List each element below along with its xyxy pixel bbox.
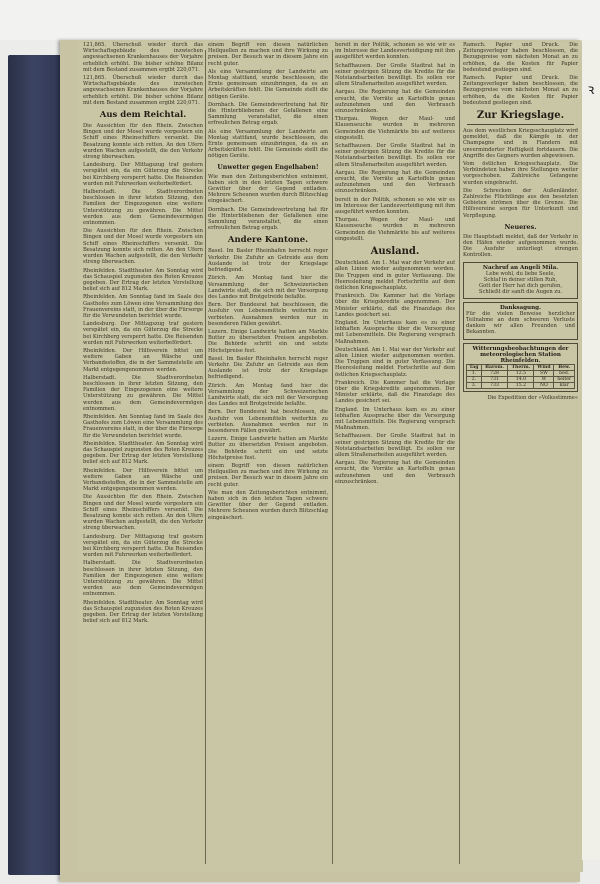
article-text: Vom östlichen Kriegsschauplatz. Die Verbündeten haben ihre Stellungen weiter vorgeschoben. Zahlreiche Gefangene wurden eingebracht.	[463, 161, 578, 186]
column-rule	[459, 50, 460, 864]
poem-line: Lebe wohl, du liebe Seele,	[485, 270, 556, 277]
article-text: Wie man den Zeitungsberichten entnimmt, haben sich in den letzten Tagen schwere Gewitter über der Gegend entladen. Mehrere Scheunen wurden durch Blitzschlag eingeäschert.	[208, 173, 328, 205]
article-text: Schaffhausen. Der Große Stadtrat hat in seiner gestrigen Sitzung die Kredite für die Notstandsarbeiten bewilligt. Es sollen vor allem Straßenarbeiten ausgeführt werden.	[335, 143, 455, 168]
article-text: Aargau. Die Regierung hat die Gemeinden ersucht, die Vorräte an Kartoffeln genau aufzunehmen und den Verbrauch einzuschränken.	[335, 169, 455, 195]
column-2	[208, 42, 328, 872]
weather-cell: NO	[534, 383, 554, 389]
weather-cell: bed.	[554, 371, 575, 377]
weather-box	[463, 343, 578, 392]
column-3	[335, 42, 455, 872]
weather-cell: 12.5	[508, 371, 534, 377]
article-text: England. Im Unterhaus kam es zu einer lebhaften Aussprache über die Versorgung mit Lebensmitteln. Die Regierung versprach Maßnahmen.	[335, 406, 455, 432]
section-heading: Unwetter gegen Engelhaben!	[217, 163, 319, 171]
column-rule	[205, 50, 206, 864]
fraktur-glyph: ꝛ	[587, 82, 595, 98]
article-text: Frankreich. Die Kammer hat die Vorlage über die Kriegskredite angenommen. Der Minister erklärte, daß die Finanzlage des Landes gesichert sei.	[335, 379, 455, 405]
section-heading: Neueres.	[504, 222, 537, 231]
article-text: Die Aussichten für den Rhein. Zwischen Bingen und der Mosel wurde vorgestern ein Schiff eines Rheinschiffers versenkt. Die Besatzung konnte sich retten. An den Ufern wurden Wachen aufgestellt, die den Verkehr streng überwachen.	[83, 494, 203, 532]
poem-title: Nachruf an Angeli Mila.	[482, 264, 559, 271]
article-text: Wie man den Zeitungsberichten entnimmt, haben sich in den letzten Tagen schwere Gewitter über der Gegend entladen. Mehrere Scheunen wurden durch Blitzschlag eingeäschert.	[208, 489, 328, 521]
article-text: Als eine Versammlung der Landwirte am Montag stattfand, wurde beschlossen, die Ernte gemeinsam einzubringen, da es an Arbeitskräften fehlt. Die Gemeinde stellt die nötigen Geräte.	[208, 128, 328, 160]
article-text: Die Aussichten für den Rhein. Zwischen Bingen und der Mosel wurde vorgestern ein Schiff eines Rheinschiffers versenkt. Die Besatzung konnte sich retten. An den Ufern wurden Wachen aufgestellt, die den Verkehr streng überwachen.	[83, 123, 203, 161]
weather-header: Bew.	[554, 365, 575, 371]
weather-cell: 731	[481, 377, 508, 383]
weather-cell: klar	[554, 383, 575, 389]
article-text: Zürich. Am Montag fand hier die Versammlung der Schweizerischen Landwirte statt, die sich mit der Versorgung des Landes mit Brotgetreide befaßte.	[208, 382, 328, 408]
article-text: Thurgau. Wegen der Maul- und Klauenseuche wurden in mehreren Gemeinden die Viehmärkte bis auf weiteres eingestellt.	[335, 217, 455, 242]
column-rule	[332, 50, 333, 864]
article-text: Halberstadt. Die Stadtverordneten beschlossen in ihrer letzten Sitzung, den Familien der Eingezogenen eine weitere Unterstützung zu gewähren. Die Mittel werden aus dem Gemeindevermögen entnommen.	[83, 189, 203, 227]
weather-header: Barom.	[481, 365, 508, 371]
article-text: England. Im Unterhaus kam es zu einer lebhaften Aussprache über die Versorgung mit Lebensmitteln. Die Regierung versprach Maßnahmen.	[335, 319, 455, 345]
article-text: einem Begriff von diesen natürlichen Heilquellen zu machen und ihre Wirkung zu preisen. Der Besuch war in diesem Jahre ein recht guter.	[208, 42, 328, 67]
article-text: Schaffhausen. Der Große Stadtrat hat in seiner gestrigen Sitzung die Kredite für die Notstandsarbeiten bewilligt. Es sollen vor allem Straßenarbeiten ausgeführt werden.	[335, 62, 455, 88]
article-text: Basel. Im Basler Rheinhafen herrscht reger Verkehr. Die Zufuhr an Getreide aus dem Auslande ist trotz der Kriegslage befriedigend.	[208, 355, 328, 381]
article-text: Zürich. Am Montag fand hier die Versammlung der Schweizerischen Landwirte statt, die sich mit der Versorgung des Landes mit Brotgetreide befaßte.	[208, 275, 328, 300]
weather-cell: 733	[481, 383, 508, 389]
notice-box	[463, 302, 578, 341]
article-text: Landesburg. Der Mittagszug traf gestern verspätet ein, da ein Güterzug die Strecke bei Kirchberg versperrt hatte. Die Reisenden wurden mit Fuhrwerken weiterbefördert.	[83, 162, 203, 187]
article-text: Halberstadt. Die Stadtverordneten beschlossen in ihrer letzten Sitzung, den Familien der Eingezogenen eine weitere Unterstützung zu gewähren. Die Mittel werden aus dem Gemeindevermögen entnommen.	[83, 374, 203, 412]
weather-cell: SW	[534, 371, 554, 377]
section-heading: Ausland.	[370, 246, 420, 258]
article-text: 121,865. Überschuß wieder durch das Wirtschaftsgebäude des inzwischen angewachsenen Krankenhauses der Vorjahre erheblich erhöht. Die bisher schöne Bilanz mit dem Bestand zusammen ergibt 220,071.	[83, 75, 203, 106]
article-text: Frankreich. Die Kammer hat die Vorlage über die Kriegskredite angenommen. Der Minister erklärte, daß die Finanzlage des Landes gesichert sei.	[335, 293, 455, 318]
weather-cell: 15.2	[508, 383, 534, 389]
article-text: Aargau. Die Regierung hat die Gemeinden ersucht, die Vorräte an Kartoffeln genau aufzunehmen und den Verbrauch einzuschränken.	[335, 460, 455, 485]
article-text: Die Schrecken der Außenländer. Zahlreiche Flüchtlinge aus den besetzten Gebieten strömen über die Grenze. Die Hilfsvereine sorgen für Unterkunft und Verpflegung.	[463, 187, 578, 219]
article-text: Thurgau. Wegen der Maul- und Klauenseuche wurden in mehreren Gemeinden die Viehmärkte bis auf weiteres eingestellt.	[335, 116, 455, 141]
article-text: bereit in der Politik, schonen so wie wir es im Interesse der Landesverteidigung mit ihm ausgeführt werden konnten.	[335, 42, 455, 61]
article-text: Bern. Der Bundesrat hat beschlossen, die Ausfuhr von Lebensmitteln weiterhin zu verbieten. Ausnahmen werden nur in besonderen Fällen gewährt.	[208, 302, 328, 327]
weather-table	[466, 364, 575, 389]
newspaper-page	[78, 42, 583, 872]
divider	[467, 124, 574, 125]
poem-box	[463, 262, 578, 299]
article-text: Dornbach. Die Gemeindevertretung hat für die Hinterbliebenen der Gefallenen eine Sammlung veranstaltet, die einen erfreulichen Betrag ergab.	[208, 206, 328, 232]
footer-text: Die Expedition der »Volksstimme«	[487, 395, 578, 402]
weather-cell: 728	[481, 371, 508, 377]
poem-line: Schlaf in deiner stillen Ruh,	[483, 276, 558, 283]
article-text: Ramsch. Papier und Druck. Die Zeitungsverleger haben beschlossen, die Bezugspreise vom nächsten Monat an zu erhöhen, da die Kosten für Papier bedeutend gestiegen sind.	[463, 42, 578, 73]
weather-cell: 2.	[467, 377, 482, 383]
poem-line: Schließt dir sanft die Augen zu.	[478, 289, 563, 296]
article-text: Aargau. Die Regierung hat die Gemeinden ersucht, die Vorräte an Kartoffeln genau aufzunehmen und den Verbrauch einzuschränken.	[335, 89, 455, 115]
article-text: Landesburg. Der Mittagszug traf gestern verspätet ein, da ein Güterzug die Strecke bei Kirchberg versperrt hatte. Die Reisenden wurden mit Fuhrwerken weiterbefördert.	[83, 321, 203, 346]
article-text: Die Aussichten für den Rhein. Zwischen Bingen und der Mosel wurde vorgestern ein Schiff eines Rheinschiffers versenkt. Die Besatzung konnte sich retten. An den Ufern wurden Wachen aufgestellt, die den Verkehr streng überwachen.	[83, 228, 203, 266]
article-text: Die Hauptstadt meldet, daß der Verkehr in den Häfen wieder aufgenommen wurde. Die Ausfuhr unterliegt strengen Kontrollen.	[463, 233, 578, 259]
article-text: Aus dem westlichen Kriegsschauplatz wird gemeldet, daß die Kämpfe in der Champagne und in Flandern mit unverminderter Heftigkeit fortdauern. Die Angriffe des Gegners wurden abgewiesen.	[463, 128, 578, 159]
weather-title: Witterungsbeobachtungen der meteorologischen Station Rheinfelden.	[472, 346, 569, 365]
article-text: Luzern. Einige Landwirte hatten am Markte Butter zu übersetzten Preisen angeboten. Die Behörde schritt ein und setzte Höchstpreise fest.	[208, 328, 328, 354]
article-text: Rheinfelden. Stadttheater. Am Sonntag wird das Schauspiel zugunsten des Roten Kreuzes gegeben. Der Ertrag der letzten Vorstellung belief sich auf 812 Mark.	[83, 267, 203, 293]
article-text: Bern. Der Bundesrat hat beschlossen, die Ausfuhr von Lebensmitteln weiterhin zu verbieten. Ausnahmen werden nur in besonderen Fällen gewährt.	[208, 409, 328, 434]
article-text: Rheinfelden. Stadttheater. Am Sonntag wird das Schauspiel zugunsten des Roten Kreuzes gegeben. Der Ertrag der letzten Vorstellung belief sich auf 812 Mark.	[83, 599, 203, 625]
table-row	[467, 383, 575, 389]
column-4	[463, 42, 578, 872]
article-text: Rheinfelden. Der Hilfsverein bittet um weitere Gaben an Wäsche und Verbandsstoffen, die in der Sammelstelle am Markt entgegengenommen werden.	[83, 347, 203, 373]
weather-header: Wind	[534, 365, 554, 371]
article-text: Rheinfelden. Am Sonntag fand im Saale des Gasthofes zum Löwen eine Versammlung des Frauenvereins statt, in der über die Fürsorge für die Verwundeten berichtet wurde.	[83, 413, 203, 439]
article-text: Luzern. Einige Landwirte hatten am Markte Butter zu übersetzten Preisen angeboten. Die Behörde schritt ein und setzte Höchstpreise fest.	[208, 436, 328, 461]
column-1	[83, 42, 203, 872]
weather-cell: W	[534, 377, 554, 383]
article-text: bereit in der Politik, schonen so wie wir es im Interesse der Landesverteidigung mit ihm ausgeführt werden konnten.	[335, 196, 455, 216]
weather-header: Therm.	[508, 365, 534, 371]
poem-line: Gott der Herr hat dich gerufen,	[478, 283, 563, 290]
weather-header: Tag	[467, 365, 482, 371]
notice-title: Danksagung.	[499, 304, 542, 311]
article-text: Landesburg. Der Mittagszug traf gestern verspätet ein, da ein Güterzug die Strecke bei Kirchberg versperrt hatte. Die Reisenden wurden mit Fuhrwerken weiterbefördert.	[83, 533, 203, 559]
article-text: Rheinfelden. Am Sonntag fand im Saale des Gasthofes zum Löwen eine Versammlung des Frauenvereins statt, in der über die Fürsorge für die Verwundeten berichtet wurde.	[83, 294, 203, 319]
adjacent-page-strip	[582, 40, 600, 860]
article-text: Schaffhausen. Der Große Stadtrat hat in seiner gestrigen Sitzung die Kredite für die Notstandsarbeiten bewilligt. Es sollen vor allem Straßenarbeiten ausgeführt werden.	[335, 433, 455, 458]
section-heading: Andere Kantone.	[227, 235, 309, 246]
weather-cell: 14.0	[508, 377, 534, 383]
article-text: Halberstadt. Die Stadtverordneten beschlossen in ihrer letzten Sitzung, den Familien der Eingezogenen eine weitere Unterstützung zu gewähren. Die Mittel werden aus dem Gemeindevermögen entnommen.	[83, 560, 203, 598]
weather-cell: 3.	[467, 383, 482, 389]
article-text: Dornbach. Die Gemeindevertretung hat für die Hinterbliebenen der Gefallenen eine Sammlung veranstaltet, die einen erfreulichen Betrag ergab.	[208, 101, 328, 127]
article-text: Ramsch. Papier und Druck. Die Zeitungsverleger haben beschlossen, die Bezugspreise vom nächsten Monat an zu erhöhen, da die Kosten für Papier bedeutend gestiegen sind.	[463, 75, 578, 106]
section-heading: Aus dem Reichtal.	[99, 110, 187, 121]
article-text: 121,865. Überschuß wieder durch das Wirtschaftsgebäude des inzwischen angewachsenen Krankenhauses der Vorjahre erheblich erhöht. Die bisher schöne Bilanz mit dem Bestand zusammen ergibt 220,071.	[83, 42, 203, 73]
article-text: Als eine Versammlung der Landwirte am Montag stattfand, wurde beschlossen, die Ernte gemeinsam einzubringen, da es an Arbeitskräften fehlt. Die Gemeinde stellt die nötigen Geräte.	[208, 68, 328, 100]
article-text: Rheinfelden. Stadttheater. Am Sonntag wird das Schauspiel zugunsten des Roten Kreuzes gegeben. Der Ertrag der letzten Vorstellung belief sich auf 812 Mark.	[83, 440, 203, 466]
article-text: Deutschland. Am 1. Mai war der Verkehr auf allen Linien wieder aufgenommen worden. Die Truppen sind in guter Verfassung. Die Heeresleitung meldet Fortschritte auf dem östlichen Kriegsschauplatz.	[335, 346, 455, 378]
article-text: Deutschland. Am 1. Mai war der Verkehr auf allen Linien wieder aufgenommen worden. Die Truppen sind in guter Verfassung. Die Heeresleitung meldet Fortschritte auf dem östlichen Kriegsschauplatz.	[335, 260, 455, 291]
section-heading: Zur Kriegslage.	[476, 110, 565, 122]
scan-background	[0, 0, 600, 40]
notice-text: Für die vielen Beweise herzlicher Teilnahme an dem schweren Verluste danken wir allen Freunden und Bekannten.	[466, 310, 575, 336]
article-text: Rheinfelden. Der Hilfsverein bittet um weitere Gaben an Wäsche und Verbandsstoffen, die in der Sammelstelle am Markt entgegengenommen werden.	[83, 467, 203, 493]
article-text: Basel. Im Basler Rheinhafen herrscht reger Verkehr. Die Zufuhr an Getreide aus dem Auslande ist trotz der Kriegslage befriedigend.	[208, 248, 328, 274]
article-text: einem Begriff von diesen natürlichen Heilquellen zu machen und ihre Wirkung zu preisen. Der Besuch war in diesem Jahre ein recht guter.	[208, 462, 328, 488]
weather-cell: heiter	[554, 377, 575, 383]
weather-cell: 1.	[467, 371, 482, 377]
